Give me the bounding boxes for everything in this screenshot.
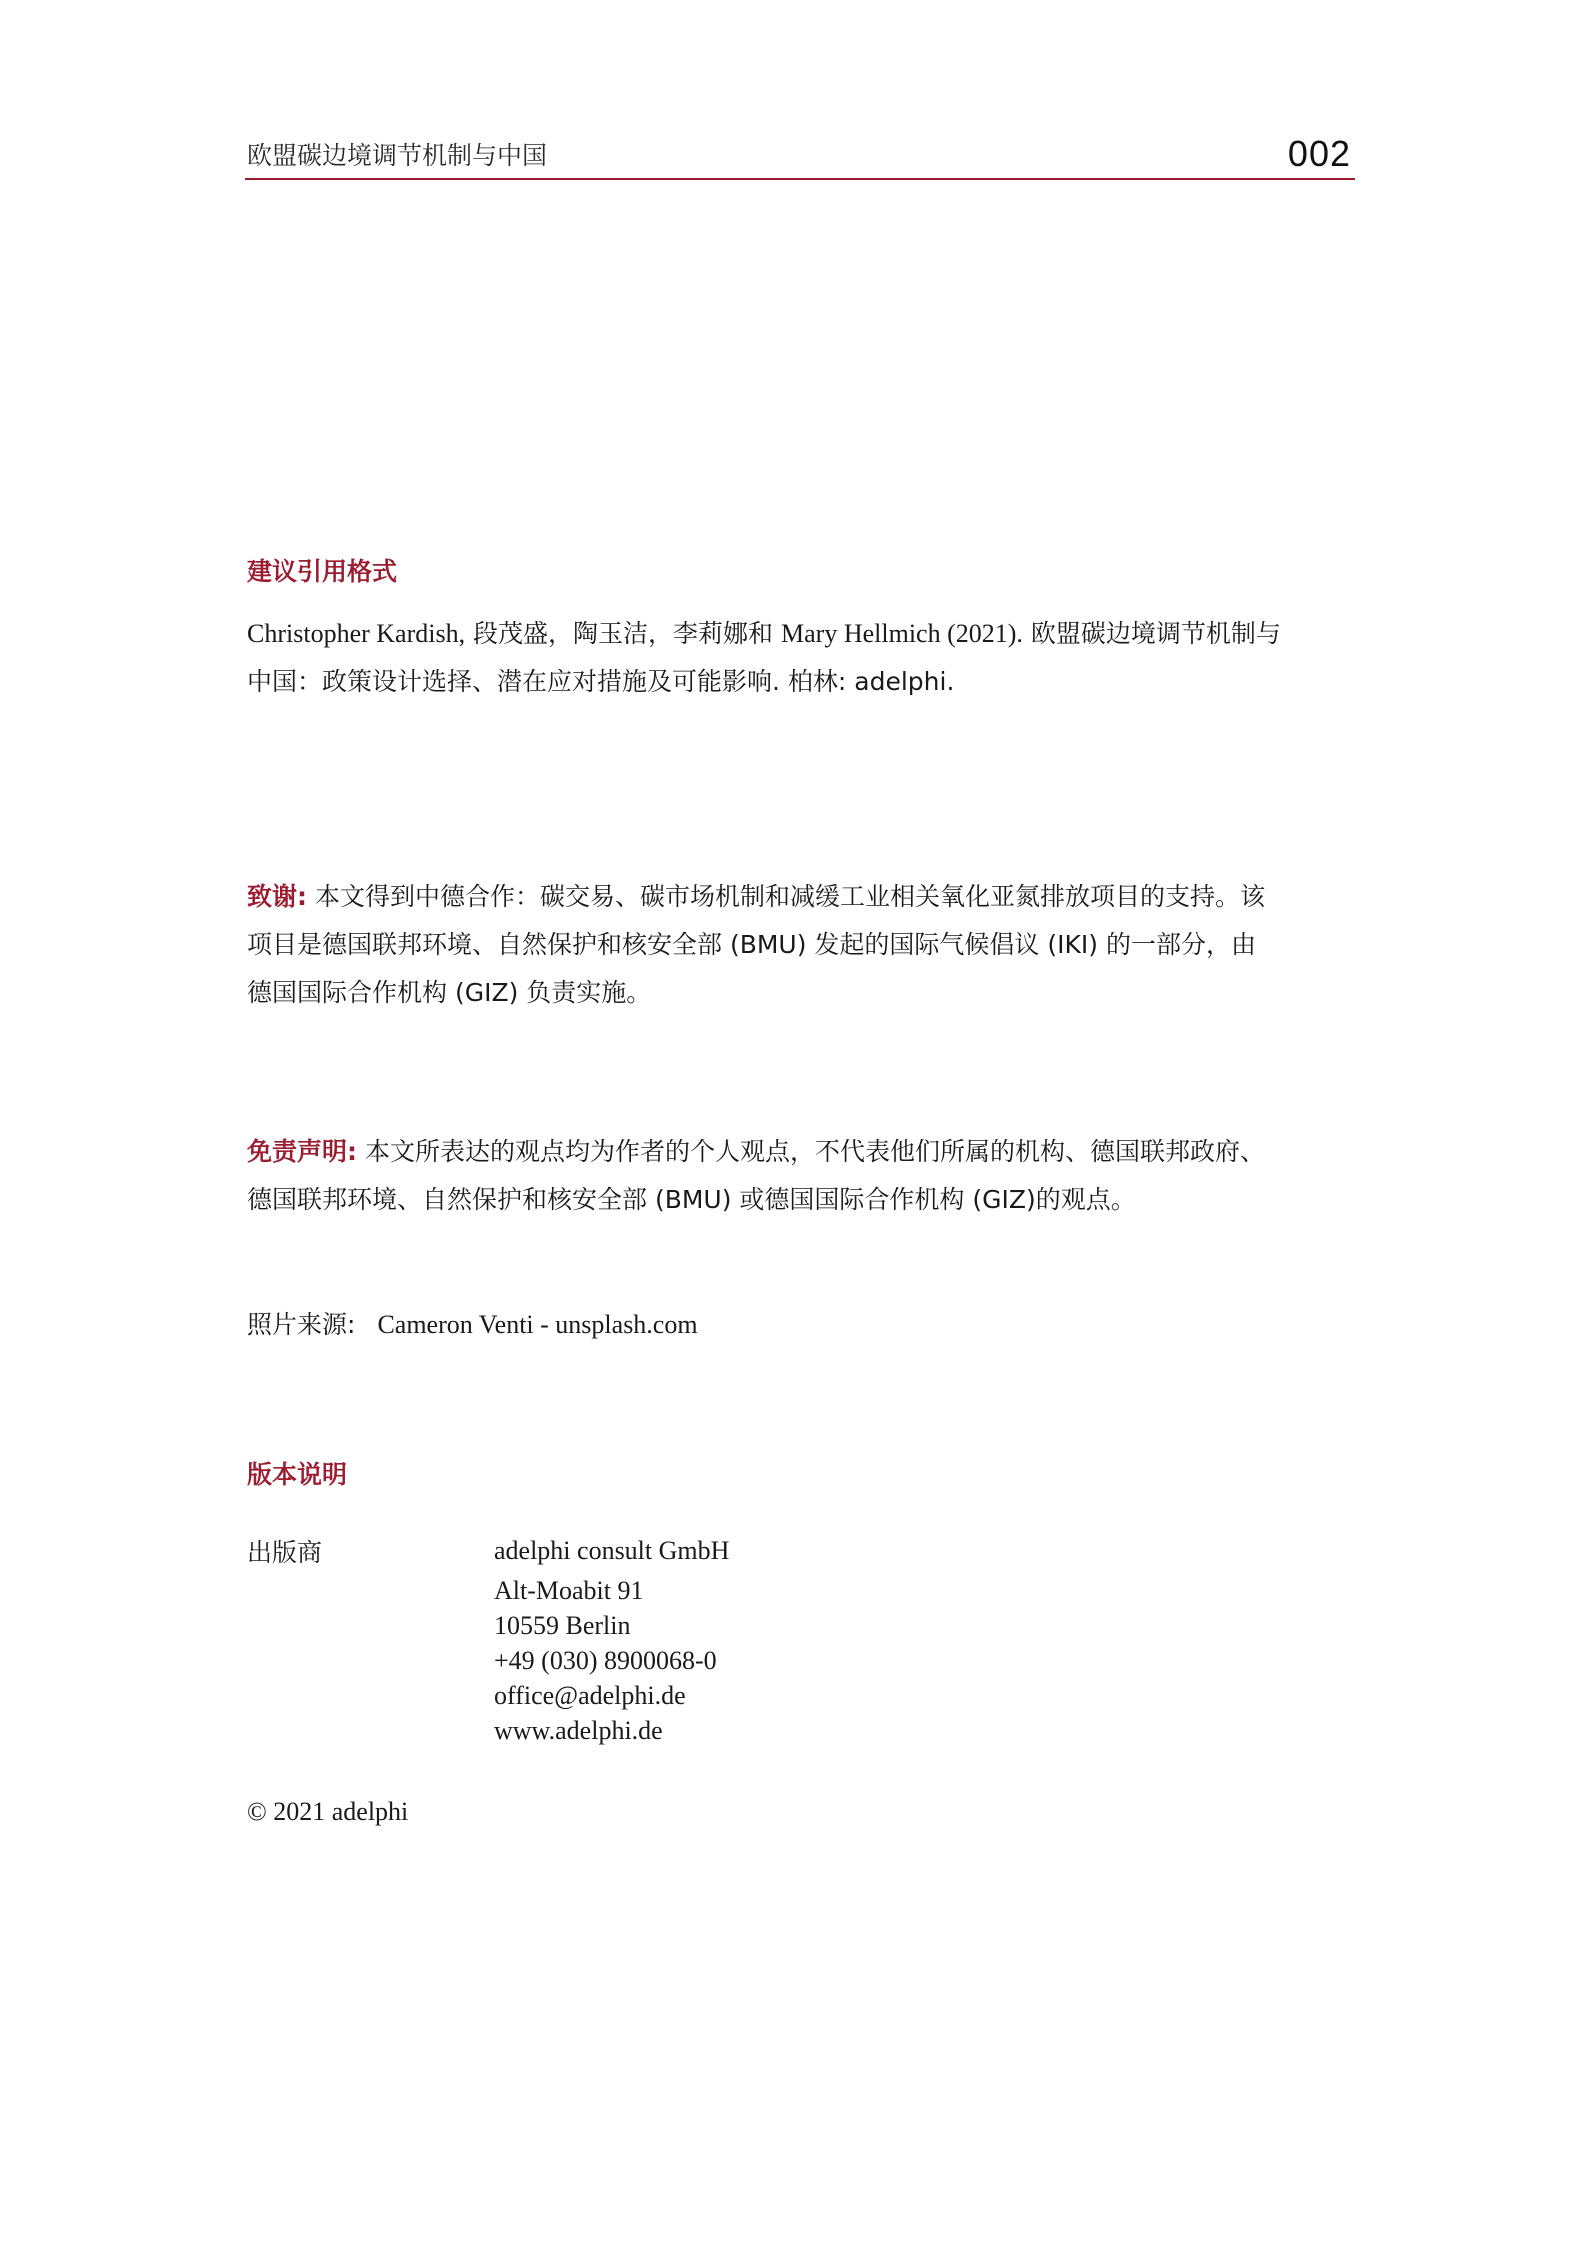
citation-line-2: 中国：政策设计选择、潜在应对措施及可能影响. 柏林: adelphi. [247, 667, 955, 696]
photo-credit-label: 照片来源: [247, 1310, 356, 1339]
acknowledgement-label: 致谢: [247, 882, 307, 911]
publisher-street: Alt-Moabit 91 [494, 1576, 644, 1605]
disclaimer-line-2: 德国联邦环境、自然保护和核安全部 (BMU) 或德国国际合作机构 (GIZ)的观点。 [247, 1185, 1136, 1214]
disclaimer-line-1: 免责声明: 本文所表达的观点均为作者的个人观点，不代表他们所属的机构、德国联邦政府、 [247, 1137, 1265, 1166]
page-number: 002 [1287, 133, 1351, 174]
header-title: 欧盟碳边境调节机制与中国 [247, 141, 548, 170]
acknowledgement-paragraph [247, 873, 1357, 1017]
disclaimer-label: 免责声明: [247, 1137, 357, 1166]
photo-credit-value: Cameron Venti - unsplash.com [377, 1310, 698, 1339]
citation-line-1: Christopher Kardish, 段茂盛，陶玉洁，李莉娜和 Mary Hellmich (2021). 欧盟碳边境调节机制与 [247, 619, 1281, 648]
acknowledgement-line-3: 德国国际合作机构 (GIZ) 负责实施。 [247, 978, 652, 1007]
page-header [245, 130, 1355, 180]
publisher-website[interactable]: www.adelphi.de [494, 1716, 663, 1745]
publisher-phone: +49 (030) 8900068-0 [494, 1646, 717, 1675]
photo-credit [247, 1301, 1357, 1349]
publisher-email[interactable]: office@adelphi.de [494, 1681, 686, 1710]
publisher-city: 10559 Berlin [494, 1611, 631, 1640]
copyright-notice: © 2021 adelphi [247, 1797, 409, 1826]
acknowledgement-line-1: 致谢: 本文得到中德合作：碳交易、碳市场机制和减缓工业相关氧化亚氮排放项目的支持。该 [247, 882, 1265, 911]
publisher-name: adelphi consult GmbH [494, 1536, 730, 1565]
disclaimer-paragraph [247, 1128, 1357, 1224]
publisher-address-block [494, 1533, 729, 1748]
publisher-label: 出版商 [247, 1538, 323, 1567]
citation-text [247, 610, 1357, 706]
citation-heading: 建议引用格式 [247, 557, 398, 586]
acknowledgement-line-2: 项目是德国联邦环境、自然保护和核安全部 (BMU) 发起的国际气候倡议 (IKI) 的一部分，由 [247, 930, 1256, 959]
edition-heading: 版本说明 [247, 1460, 348, 1489]
